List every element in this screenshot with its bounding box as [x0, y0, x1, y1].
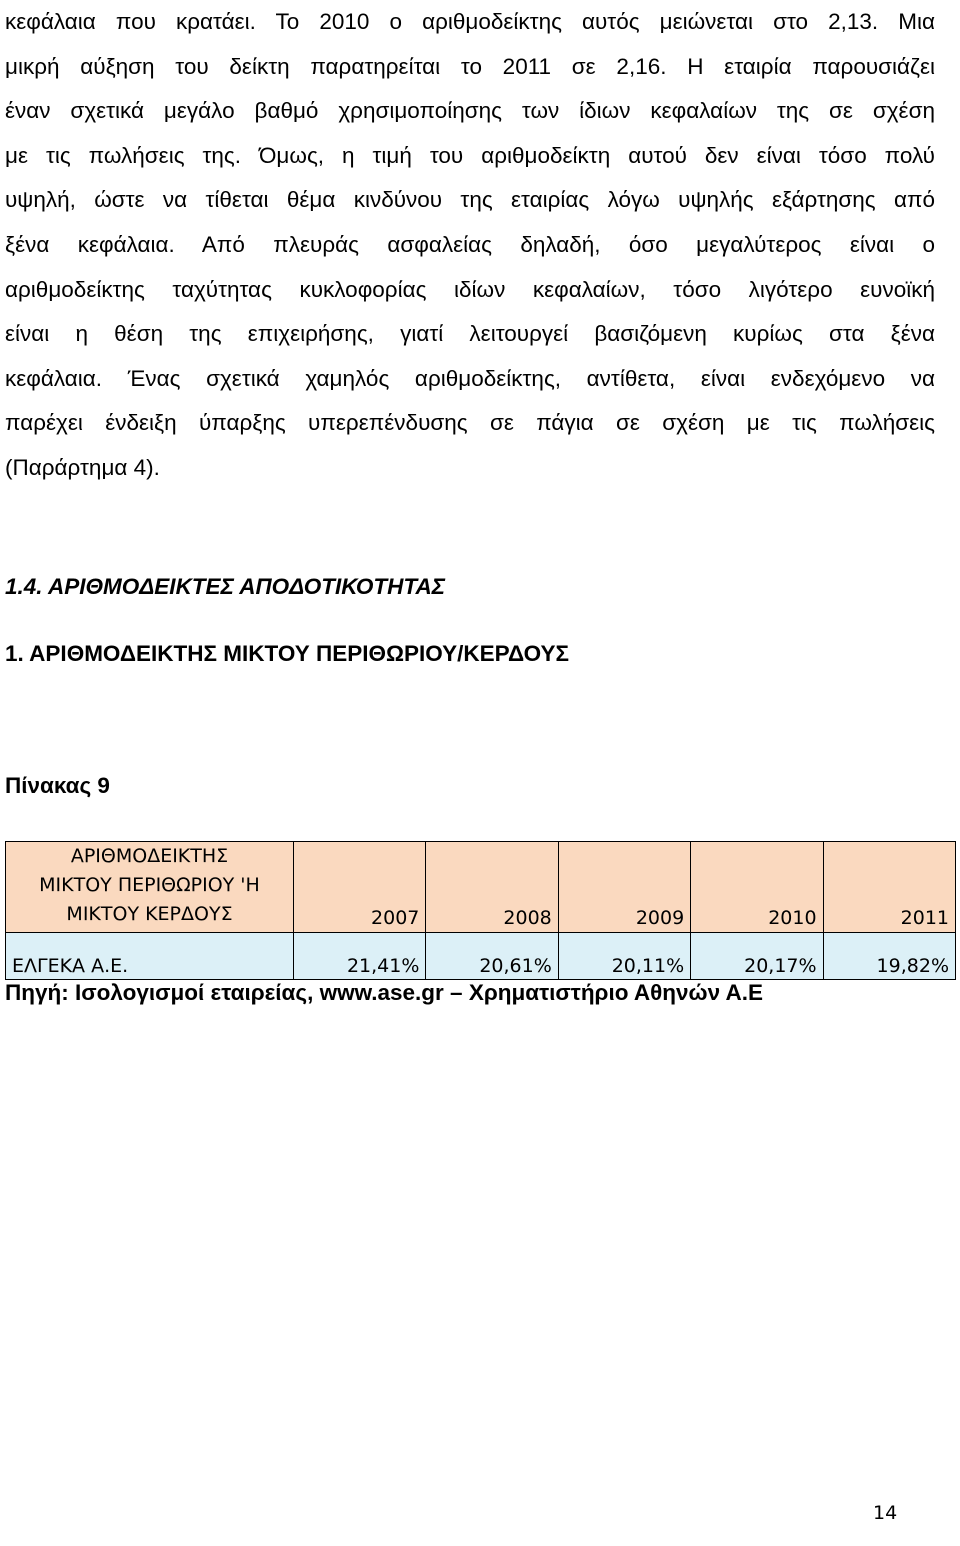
paragraph-line: αριθμοδείκτης ταχύτητας κυκλοφορίας ιδίων κεφαλαίων, τόσο λιγότερο ευνοϊκή — [5, 276, 935, 302]
section-heading: 1.4. ΑΡΙΘΜΟΔΕΙΚΤΕΣ ΑΠΟΔΟΤΙΚΟΤΗΤΑΣ — [5, 574, 446, 599]
value-cell: 20,11% — [558, 933, 690, 980]
value-cell: 20,17% — [691, 933, 823, 980]
header-label-line: ΑΡΙΘΜΟΔΕΙΚΤΗΣ — [70, 845, 229, 867]
paragraph-line: μικρή αύξηση του δείκτη παρατηρείται το 2011 σε 2,16. Η εταιρία παρουσιάζει — [5, 53, 935, 79]
paragraph-line: είναι η θέση της επιχειρήσης, γιατί λειτουργεί βασιζόμενη κυρίως στα ξένα — [5, 321, 935, 347]
body-paragraph — [5, 0, 935, 491]
sub-heading: 1. ΑΡΙΘΜΟΔΕΙΚΤΗΣ ΜΙΚΤΟΥ ΠΕΡΙΘΩΡΙΟΥ/ΚΕΡΔΟΥΣ — [5, 641, 569, 666]
paragraph-line: (Παράρτημα 4). — [5, 454, 160, 480]
header-year-cell: 2010 — [691, 842, 823, 933]
paragraph-line: ξένα κεφάλαια. Από πλευράς ασφαλείας δηλαδή, όσο μεγαλύτερος είναι ο — [5, 231, 935, 257]
paragraph-line: με τις πωλήσεις της. Όμως, η τιμή του αριθμοδείκτη αυτού δεν είναι τόσο πολύ — [5, 142, 935, 168]
table-caption: Πίνακας 9 — [5, 773, 110, 798]
table-row — [6, 933, 956, 980]
header-year-cell: 2007 — [294, 842, 426, 933]
header-year-cell: 2011 — [823, 842, 955, 933]
header-year-cell: 2008 — [426, 842, 558, 933]
paragraph-line: κεφάλαια. Ένας σχετικά χαμηλός αριθμοδείκτης, αντίθετα, είναι ενδεχόμενο να — [5, 365, 935, 391]
table-header-row — [6, 842, 956, 933]
header-label-cell — [6, 842, 294, 933]
value-cell: 20,61% — [426, 933, 558, 980]
page-number: 14 — [873, 1502, 898, 1524]
paragraph-line: υψηλή, ώστε να τίθεται θέμα κινδύνου της εταιρίας λόγω υψηλής εξάρτησης από — [5, 187, 935, 213]
source-note: Πηγή: Ισολογισμοί εταιρείας, www.ase.gr – Χρηματιστήριο Αθηνών Α.Ε — [5, 980, 764, 1005]
header-label-line: ΜΙΚΤΟΥ ΚΕΡΔΟΥΣ — [66, 903, 233, 925]
paragraph-line: παρέχει ένδειξη ύπαρξης υπερεπένδυσης σε πάγια σε σχέση με τις πωλήσεις — [5, 410, 935, 436]
value-cell: 19,82% — [823, 933, 955, 980]
company-cell: ΕΛΓΕΚΑ Α.Ε. — [6, 933, 294, 980]
header-year-cell: 2009 — [558, 842, 690, 933]
paragraph-line: έναν σχετικά μεγάλο βαθμό χρησιμοποίησης των ίδιων κεφαλαίων της σε σχέση — [5, 98, 935, 124]
paragraph-line: κεφάλαια που κρατάει. Το 2010 ο αριθμοδείκτης αυτός μειώνεται στο 2,13. Μια — [5, 9, 935, 34]
value-cell: 21,41% — [294, 933, 426, 980]
header-label-line: ΜΙΚΤΟΥ ΠΕΡΙΘΩΡΙΟΥ 'Η — [39, 874, 260, 896]
gross-margin-table — [5, 841, 956, 980]
